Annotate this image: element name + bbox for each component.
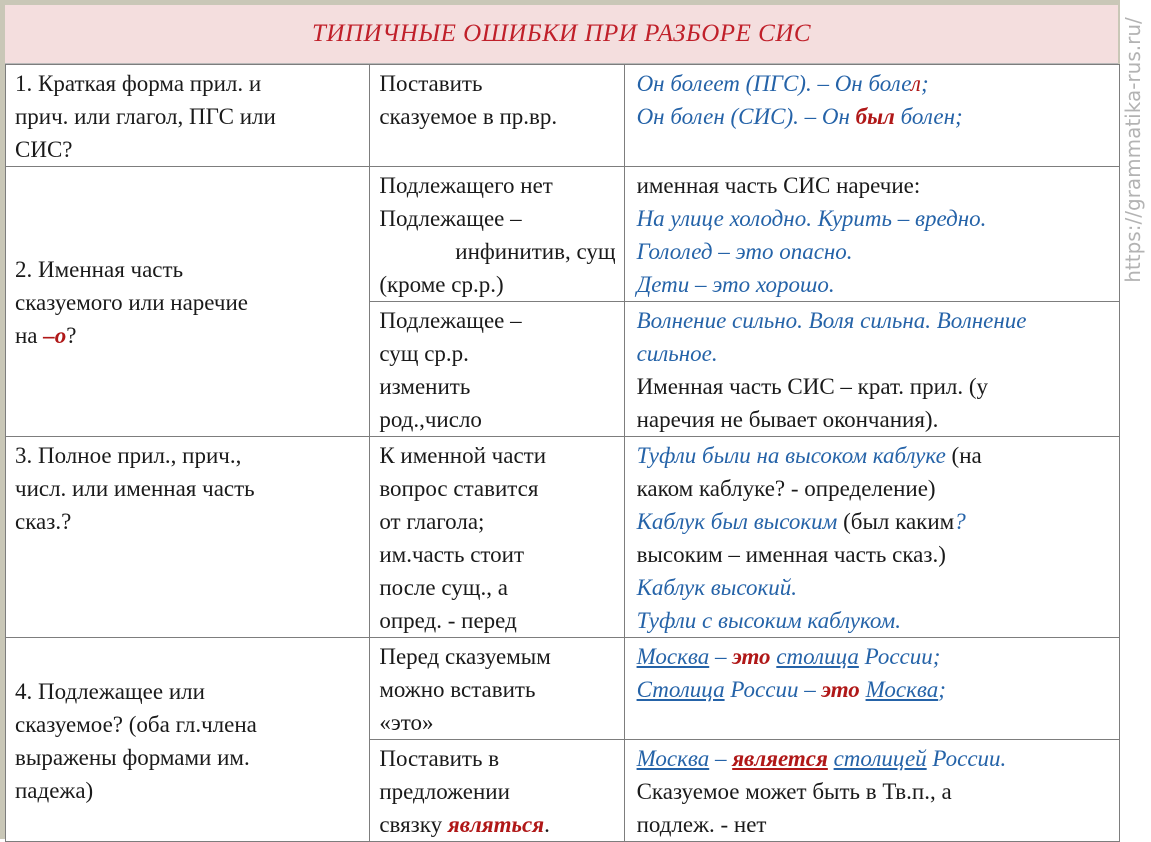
table-row bbox=[6, 437, 1120, 638]
table-row bbox=[6, 167, 1120, 302]
row3-method: К именной части вопрос ставится от глагола; им.часть стоит после сущ., а опред. - перед bbox=[370, 437, 624, 638]
row1-method: Поставить сказуемое в пр.вр. bbox=[370, 65, 624, 167]
watermark-text: https://grammatika-rus.ru/ bbox=[1121, 17, 1145, 283]
row1-question: 1. Краткая форма прил. и прич. или глагол, ПГС или СИС? bbox=[6, 65, 370, 167]
row2-method-b: Подлежащее – сущ ср.р. изменить род.,число bbox=[370, 302, 624, 437]
row4-question: 4. Подлежащее или сказуемое? (оба гл.члена выражены формами им. падежа) bbox=[6, 638, 370, 842]
row4-method-a: Перед сказуемым можно вставить «это» bbox=[370, 638, 624, 740]
row2-example-b: Волнение сильно. Воля сильна. Волнение сильное. Именная часть СИС – крат. прил. (у наречия не бывает окончания). bbox=[624, 302, 1119, 437]
table-row bbox=[6, 65, 1120, 167]
watermark bbox=[1119, 0, 1147, 300]
row2-example-a: именная часть СИС наречие: На улице холодно. Курить – вредно. Гололед – это опасно. Дети – это хорошо. bbox=[624, 167, 1119, 302]
table-row bbox=[6, 638, 1120, 740]
page-title: ТИПИЧНЫЕ ОШИБКИ ПРИ РАЗБОРЕ СИС bbox=[5, 5, 1118, 64]
row4-method-b: Поставить в предложении связку являться. bbox=[370, 740, 624, 842]
row3-question: 3. Полное прил., прич., числ. или именная часть сказ.? bbox=[6, 437, 370, 638]
row1-example: Он болеет (ПГС). – Он болел; Он болен (СИС). – Он был болен; bbox=[624, 65, 1119, 167]
row3-example: Туфли были на высоком каблуке (на каком каблуке? - определение) Каблук был высоким (был каким? высоким – именная часть сказ.) Каблук высокий. Туфли с высоким каблуком. bbox=[624, 437, 1119, 638]
row4-example-a: Москва – это столица России; Столица России – это Москва; bbox=[624, 638, 1119, 740]
row2-method-a: Подлежащего нет Подлежащее – инфинитив, сущ (кроме ср.р.) bbox=[370, 167, 624, 302]
errors-table bbox=[5, 64, 1120, 842]
row2-question: 2. Именная часть сказуемого или наречие на –о? bbox=[6, 167, 370, 437]
row4-example-b: Москва – является столицей России. Сказуемое может быть в Тв.п., а подлеж. - нет bbox=[624, 740, 1119, 842]
